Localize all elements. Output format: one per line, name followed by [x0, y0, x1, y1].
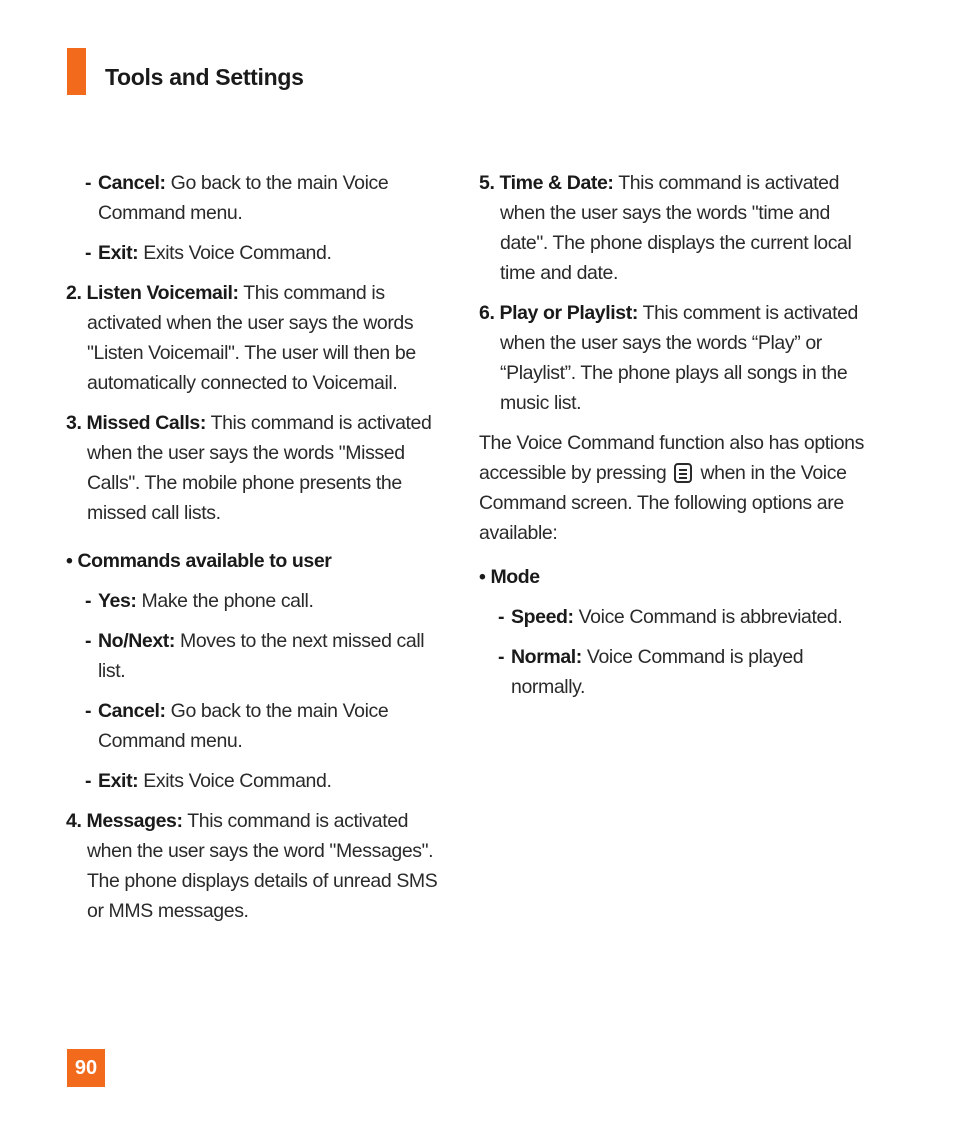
item-messages: [66, 806, 446, 926]
item-label: 2. Listen Voicemail:: [66, 282, 239, 304]
item-label: 3. Missed Calls:: [66, 412, 206, 434]
sub-item-no-next: [85, 626, 446, 686]
paragraph-text-before: The Voice Command function also has options accessible by pressing: [479, 432, 864, 484]
sub-item-label: Normal:: [511, 646, 582, 668]
item-text: This command is activated when the user says the words "Listen Voicemail". The user will then be automatically connected to Voicemail.: [87, 282, 416, 394]
sub-item-label: Exit:: [98, 242, 139, 264]
sub-item-marker: -: [85, 590, 92, 612]
sub-item-marker: -: [85, 172, 92, 194]
sub-item-text: Go back to the main Voice Command menu.: [98, 172, 389, 224]
sub-item-marker: -: [85, 242, 92, 264]
item-label: 6. Play or Playlist:: [479, 302, 638, 324]
sub-item-label: No/Next:: [98, 630, 175, 652]
sub-item-yes: [85, 586, 446, 616]
item-missed-calls: [66, 408, 446, 528]
item-label: 4. Messages:: [66, 810, 183, 832]
sub-item-exit: [85, 238, 446, 268]
sub-item-label: Speed:: [511, 606, 574, 628]
bullet-commands-available: • Commands available to user: [66, 550, 332, 572]
left-column: [66, 168, 446, 936]
sub-item-text: Voice Command is played normally.: [511, 646, 804, 698]
sub-item-cancel: [85, 696, 446, 756]
item-play-playlist: [479, 298, 869, 418]
sub-item-text: Make the phone call.: [141, 590, 314, 612]
item-text: This command is activated when the user says the words "time and date". The phone displays the current local time and date.: [500, 172, 852, 284]
sub-item-marker: -: [85, 630, 92, 652]
item-label: 5. Time & Date:: [479, 172, 614, 194]
sub-item-cancel: [85, 168, 446, 228]
sub-item-text: Exits Voice Command.: [143, 770, 332, 792]
bullet-mode: • Mode: [479, 566, 540, 588]
sub-item-speed: [498, 602, 869, 632]
sub-item-label: Exit:: [98, 770, 139, 792]
header-accent-bar: [67, 48, 86, 95]
page-number: 90: [67, 1049, 105, 1087]
sub-item-text: Voice Command is abbreviated.: [578, 606, 843, 628]
paragraph-text-after: when in the Voice Command screen. The following options are available:: [479, 462, 847, 544]
item-listen-voicemail: [66, 278, 446, 398]
sub-item-label: Cancel:: [98, 700, 166, 722]
sub-item-text: Moves to the next missed call list.: [98, 630, 425, 682]
item-text: This command is activated when the user says the words "Missed Calls". The mobile phone presents the missed call lists.: [87, 412, 432, 524]
page-title: Tools and Settings: [105, 64, 304, 90]
item-text: This comment is activated when the user says the words “Play” or “Playlist”. The phone plays all songs in the music list.: [500, 302, 859, 414]
right-column: [479, 168, 869, 712]
sub-item-marker: -: [498, 606, 505, 628]
menu-key-icon: [674, 463, 692, 483]
item-time-date: [479, 168, 869, 288]
sub-item-marker: -: [85, 700, 92, 722]
sub-item-exit: [85, 766, 446, 796]
sub-item-marker: -: [498, 646, 505, 668]
sub-item-label: Cancel:: [98, 172, 166, 194]
sub-item-label: Yes:: [98, 590, 137, 612]
sub-item-marker: -: [85, 770, 92, 792]
item-text: This command is activated when the user says the word "Messages". The phone displays details of unread SMS or MMS messages.: [87, 810, 438, 922]
sub-item-text: Exits Voice Command.: [143, 242, 332, 264]
options-paragraph: [479, 428, 869, 548]
sub-item-text: Go back to the main Voice Command menu.: [98, 700, 389, 752]
sub-item-normal: [498, 642, 869, 702]
